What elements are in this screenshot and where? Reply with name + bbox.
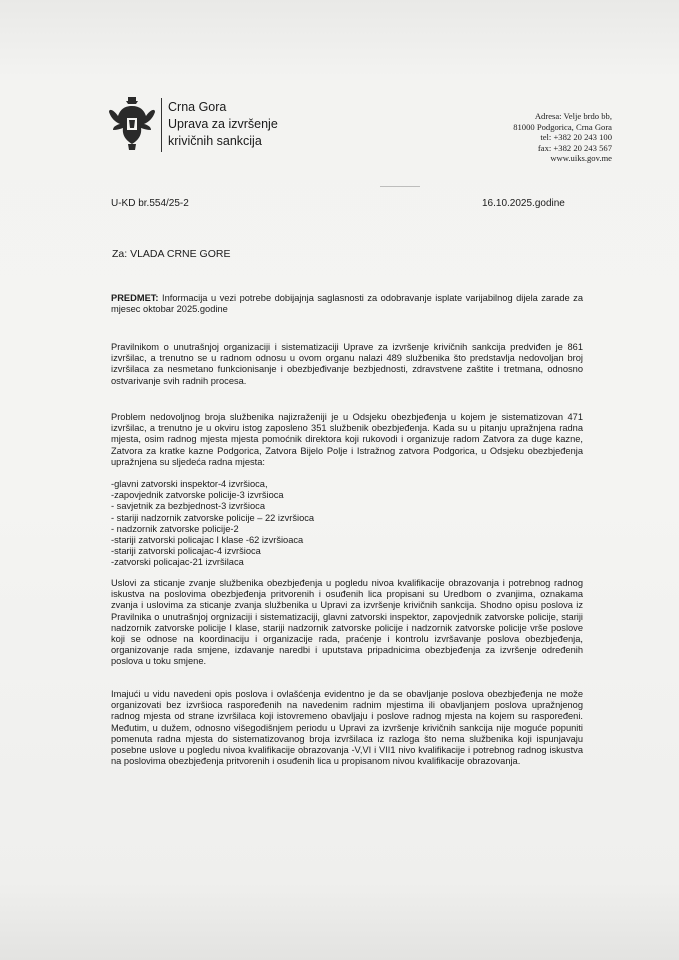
address-line: tel: +382 20 243 100 — [540, 132, 612, 143]
address-line: fax: +382 20 243 567 — [537, 142, 612, 153]
paragraph-2: Problem nedovoljnog broja službenika najizraženiji je u Odsjeku obezbjeđenja u kojem je sistematizovan 471 izvršilac, a trenutno je u okviru istog zaposleno 351 službenik obezbjeđenja. Kada su u pitanju upražnjena radna mjesta, osim radnog mjesta mjesta pomoćnik direktora koji rukovodi i organizuje radom Zatvora za duge kazne, Zatvora za kratke kazne Podgorica, Zatvora Bijelo Polje i Istražnog zatvora Podgorica, u Odsjeku obezbjeđenja upražnjena su sljedeća radna mjesta: — [111, 412, 583, 467]
list-item: -stariji zatvorski policajac-4 izvršioca — [111, 546, 261, 557]
org-line: Crna Gora — [168, 100, 227, 114]
document-date: 16.10.2025.godine — [482, 198, 565, 209]
paragraph-3: Uslovi za sticanje zvanje službenika obezbjeđenja u pogledu nivoa kvalifikacije obrazovanja i potrebnog radnog iskustva na poslovima obezbjeđenja pritvorenih i osuđenih lica propisani su Uredbom o zvanjima, oznakama zvanja i uslovima za sticanje zvanja službenika u Upravi za izvršenje krivičnih sankcija. Shodno opisu poslova iz Pravilnika o unutrašnjoj orgnizaciji i sistematizaciji, glavni zatvorski inspektor, zapovjednik zatvorske policije, stariji nadzornik zatvorske policije I klase, stariji nadzornik zatvorske policije i nadzornik zatvorske policije vrše poslove koji se odnose na koordinaciju i organizacije rada, praćenje i kontrolu izvršavanje poslova obezbjeđenja, organizovanje rada smjene, izdavanje naredbi i uputstava pripadnicima obezbjeđenja za izvršenje određenih poslova u toku smjene. — [111, 578, 583, 667]
org-line: krivičnih sankcija — [168, 134, 262, 148]
list-item: - nadzornik zatvorske policije-2 — [111, 523, 239, 534]
list-item: - savjetnik za bezbjednost-3 izvršioca — [111, 501, 265, 512]
scan-mark — [380, 186, 420, 187]
list-item: - stariji nadzornik zatvorske policije – 22 izvršioca — [111, 512, 315, 523]
list-item: -stariji zatvorski policajac I klase -62 izvršioaca — [111, 535, 304, 546]
coat-of-arms-icon — [108, 94, 156, 152]
subject-label: PREDMET: — [111, 293, 159, 303]
recipient: Za: VLADA CRNE GORE — [112, 248, 231, 260]
subject-text: Informacija u vezi potrebe dobijajnja saglasnosti za odobravanje isplate varijabilnog dijela zarade za mjesec oktobar 2025.godine — [111, 293, 583, 315]
org-line: Uprava za izvršenje — [168, 117, 278, 131]
organization-name — [168, 99, 278, 150]
reference-number: U-KD br.554/25-2 — [111, 198, 189, 209]
paragraph-1: Pravilnikom o unutrašnjoj organizaciji i sistematizaciji Uprave za izvršenje krivičnih sankcija predviđen je 861 izvršilac, a trenutno se u radnom odnosu u ovom organu nalazi 489 službenika što predstavlja nedovoljan broj izvršilaca za nesmetano funkcionisanje i obezbjeđivanje bezbjednosti, zdravstvene zaštite i tretmana, odnosno ostvarivanje svih radnih procesa. — [111, 342, 583, 386]
list-item: -glavni zatvorski inspektor-4 izvršioca, — [111, 479, 268, 489]
address-line: Adresa: Velje brdo bb, — [534, 111, 612, 121]
header-divider — [161, 98, 162, 152]
subject — [111, 293, 583, 315]
address-line: www.uiks.gov.me — [550, 153, 612, 164]
address-block — [432, 111, 612, 164]
paragraph-4: Imajući u vidu navedeni opis poslova i ovlašćenja evidentno je da se obavljanje poslova obezbjeđenja ne može organizovati bez izvršioca raspoređenih na navedenim radnim mjestima ili obavljanjem poslova upražnjenog radnog mjesta od strane izvršilaca koji istovremeno obavljaju i poslove radnog mjesta na kojem su raspoređeni. Međutim, u dužem, odnosno višegodišnjem periodu u Upravi za izvršenje krivičnih sankcija nije moguće popuniti pomenuta radna mjesta do sistematizovanog broja izvršilaca iz razloga što nema službenika koji ispunjavaju posebne uslove u pogledu nivoa kvalifikacije obrazovanja -V,VI i VII1 nivo kvalifikacije i potrebnog radnog iskustva na poslovima obezbjeđenja pritvorenih i osuđenih lica u propisanom nivou kvalifikacije obrazovanja. — [111, 689, 583, 767]
list-item: -zatvorski policajac-21 izvršilaca — [111, 557, 244, 568]
vacancy-list — [111, 479, 583, 569]
list-item: -zapovjednik zatvorske policije-3 izvršioca — [111, 490, 284, 501]
address-line: 81000 Podgorica, Crna Gora — [513, 121, 612, 132]
